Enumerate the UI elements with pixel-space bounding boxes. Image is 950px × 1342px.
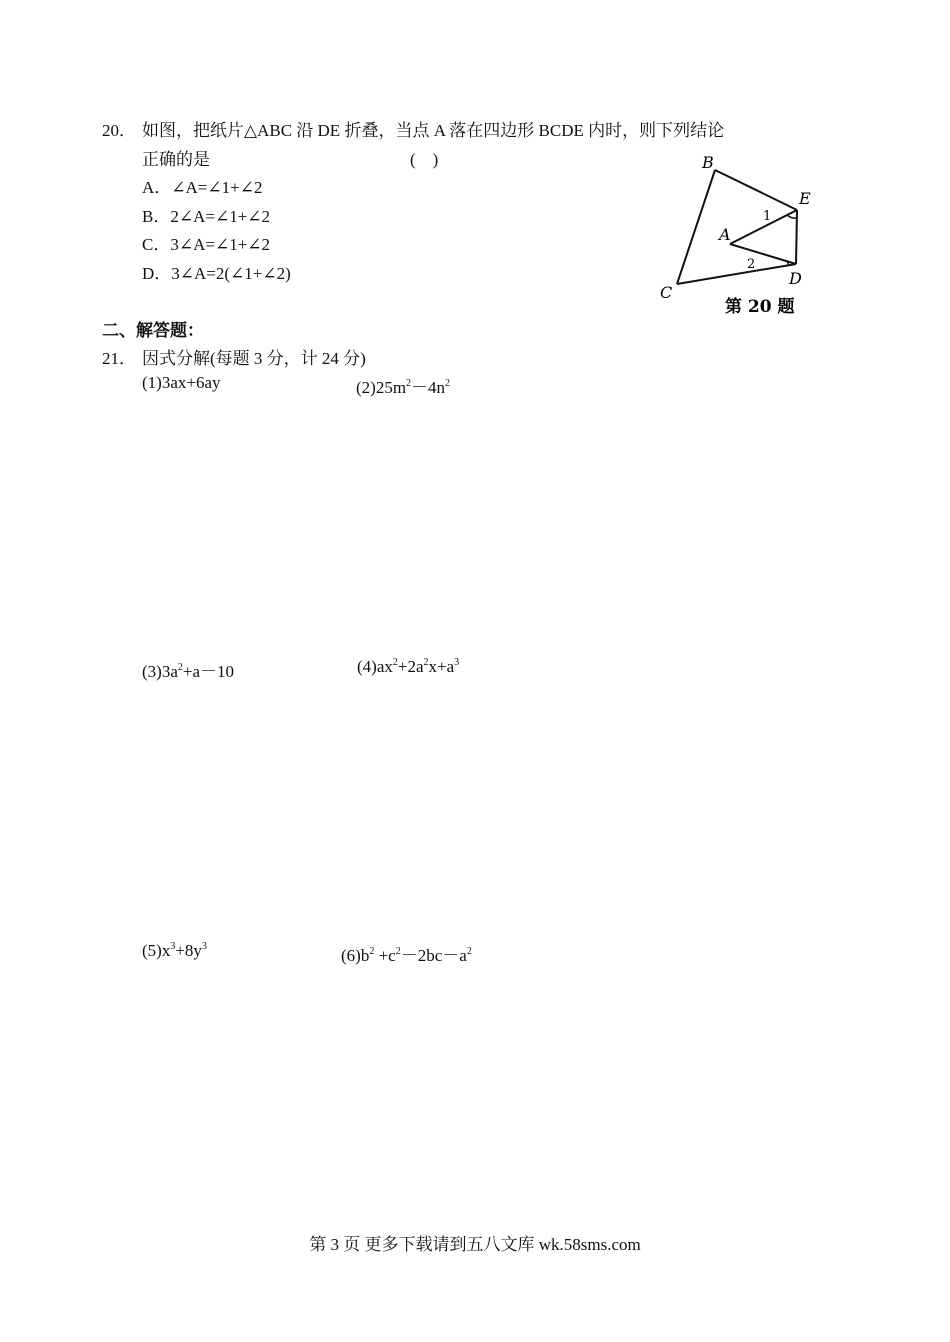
option-label: D．: [142, 264, 172, 283]
q21-title: 因式分解(每题 3 分，计 24 分): [142, 349, 366, 368]
expr-text: －2bc－a: [400, 946, 467, 965]
exponent: 2: [406, 378, 412, 389]
expr-text: +8y: [175, 941, 202, 960]
label-a: A: [719, 225, 731, 244]
section-title: 二、解答题：: [102, 321, 204, 340]
q21-item-6: [341, 941, 472, 966]
option-label: B．: [142, 207, 171, 226]
q20-stem-line2: 正确的是: [142, 150, 210, 169]
q20-answer-bracket: ( ): [410, 150, 439, 169]
q21-item-1: [142, 373, 221, 393]
angle-2-label: 2: [747, 257, 756, 272]
expr-text: (6)b: [341, 946, 370, 965]
q21-item-4: [357, 657, 459, 677]
expr-text: (2)25m: [356, 378, 407, 397]
expr-text: x+a: [428, 657, 455, 676]
q21-item-3: [142, 657, 234, 682]
exponent: 2: [395, 946, 401, 957]
label-b: B: [702, 153, 714, 172]
q20-figure: [655, 152, 825, 322]
option-text: 3∠A=∠1+∠2: [170, 235, 271, 254]
exponent: 3: [454, 657, 460, 668]
q21-number: 21．: [102, 349, 136, 368]
expr-text: +2a: [397, 657, 424, 676]
q20-option-c: [142, 230, 270, 255]
label-d: D: [789, 269, 802, 288]
exponent: 3: [201, 941, 207, 952]
expr-text: (3)3a: [142, 662, 178, 681]
edge-be: [715, 170, 797, 210]
q20-option-a: [142, 173, 262, 198]
expr-text: (4)ax: [357, 657, 393, 676]
expr-text: (5)x: [142, 941, 171, 960]
expr-text: －4n: [411, 378, 446, 397]
label-c: C: [660, 283, 673, 302]
option-text: 3∠A=2(∠1+∠2): [171, 264, 291, 283]
expr-text: +a－10: [182, 662, 235, 681]
exponent: 2: [445, 378, 451, 389]
q20-option-d: [142, 259, 291, 284]
exponent: 2: [392, 657, 398, 668]
exponent: 3: [170, 941, 176, 952]
q21-item-2: [356, 373, 450, 398]
q20-option-b: [142, 202, 270, 227]
label-e: E: [799, 189, 811, 208]
edge-bc: [677, 170, 715, 284]
q20-stem-line1: 如图，把纸片△ABC 沿 DE 折叠，当点 A 落在四边形 BCDE 内时，则下列结论: [142, 121, 725, 140]
option-label: C．: [142, 235, 171, 254]
page-footer: 第 3 页 更多下载请到五八文库 wk.58sms.com: [309, 1235, 641, 1254]
figure-caption: 第 20 题: [725, 297, 795, 317]
fold-da: [730, 244, 796, 264]
expr-text: (1)3ax+6ay: [142, 373, 221, 392]
exponent: 2: [423, 657, 429, 668]
option-text: ∠A=∠1+∠2: [171, 178, 263, 197]
exponent: 2: [466, 946, 472, 957]
q21-item-5: [142, 941, 207, 961]
exponent: 2: [369, 946, 375, 957]
edge-cd: [677, 264, 796, 284]
q20-number: 20．: [102, 121, 136, 140]
option-text: 2∠A=∠1+∠2: [170, 207, 271, 226]
option-label: A．: [142, 178, 172, 197]
exponent: 2: [177, 662, 183, 673]
angle-mark-e: [787, 215, 797, 218]
angle-1-label: 1: [763, 209, 772, 224]
triangle-outline: [677, 170, 797, 284]
expr-text: +c: [374, 946, 396, 965]
